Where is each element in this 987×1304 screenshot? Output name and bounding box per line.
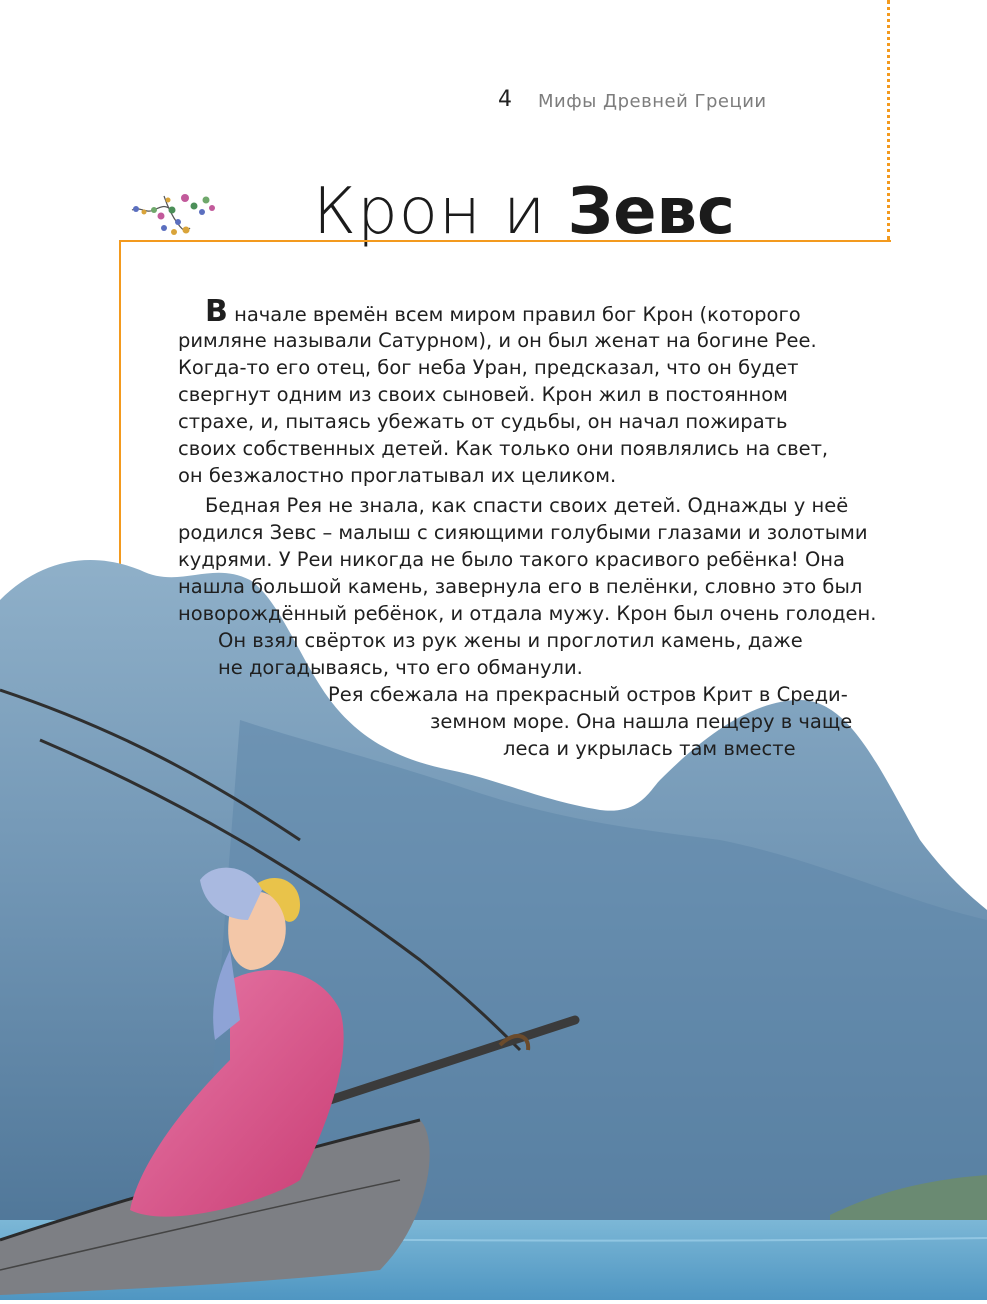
text-line-8: Бедная Рея не знала, как спасти своих детей. Однажды у неё (205, 494, 849, 517)
frame-line-top (119, 240, 891, 242)
text-line-11: нашла большой камень, завернула его в пелёнки, словно это был (178, 575, 863, 598)
text-line-17: леса и укрылась там вместе (503, 737, 796, 760)
text-line-6: своих собственных детей. Как только они появлялись на свет, (178, 437, 829, 460)
page-number: 4 (498, 87, 512, 112)
dotted-divider (887, 0, 890, 240)
text-line-13: Он взял свёрток из рук жены и проглотил камень, даже (218, 629, 803, 652)
dropcap: В (205, 294, 228, 329)
text-line-7: он безжалостно проглатывал их целиком. (178, 464, 617, 487)
text-line-5: страхе, и, пытаясь убежать от судьбы, он начал пожирать (178, 410, 788, 433)
text-line-3: Когда-то его отец, бог неба Уран, предсказал, что он будет (178, 356, 799, 379)
title-part-bold: Зевс (567, 175, 735, 249)
text-line-14: не догадываясь, что его обманули. (218, 656, 583, 679)
running-title: Мифы Древней Греции (538, 91, 767, 112)
text-line-1: начале времён всем миром правил бог Крон (которого (227, 303, 801, 326)
text-line-2: римляне называли Сатурном), и он был женат на богине Рее. (178, 329, 817, 352)
text-line-4: свергнут одним из своих сыновей. Крон жил в постоянном (178, 383, 788, 406)
text-line-16: земном море. Она нашла пещеру в чаще (430, 710, 853, 733)
text-line-15: Рея сбежала на прекрасный остров Крит в Среди- (328, 683, 848, 706)
title-part-regular: Крон и (313, 175, 568, 249)
text-line (205, 294, 801, 329)
text-line-9: родился Зевс – малыш с сияющими голубыми глазами и золотыми (178, 521, 868, 544)
beads-ornament-icon (128, 188, 223, 238)
text-line-10: кудрями. У Реи никогда не было такого красивого ребёнка! Она (178, 548, 845, 571)
text-line-12: новорождённый ребёнок, и отдала мужу. Крон был очень голоден. (178, 602, 877, 625)
